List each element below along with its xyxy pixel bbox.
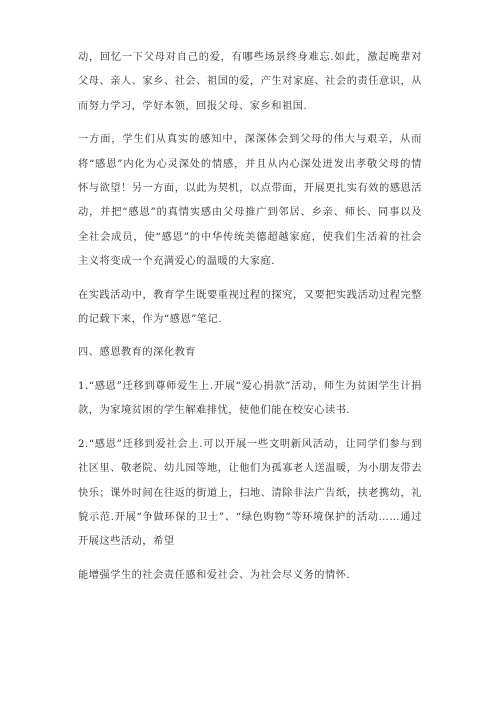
paragraph-recall-parents-love: 动，回忆一下父母对自己的爱，有哪些场景终身难忘.如此，激起晚辈对父母、亲人、家乡、社会、祖国的爱，产生对家庭、社会的责任意识，从而努力学习，学好本领，回报父母、家乡和祖国. — [78, 52, 422, 112]
section-heading-deepening-education: 四、感恩教育的深化教育 — [78, 347, 197, 359]
paragraph-love-society: 2.“感恩”迁移到爱社会上.可以开展一些文明新风活动，让同学们参与到社区里、敬老院、幼儿园等地，让他们为孤寡老人送温暖，为小朋友带去快乐；课外时间在往返的街道上，扫地、清除非法广告纸，扶老携幼，礼貌示范.开展“争做环保的卫士”、“绿色购物”等环境保护的活动……通过开展这些活动，希望 — [78, 438, 422, 548]
paragraph-practice-notes: 在实践活动中，教育学生既要重视过程的探究，又要把实践活动过程完整的记载下来，作为“感恩”笔记. — [78, 289, 422, 326]
paragraph-respect-teachers: 1.“感恩”迁移到尊师爱生上.开展“爱心捐款”活动，师生为贫困学生计捐款，为家境贫困的学生解难排忧，使他们能在校安心读书. — [78, 380, 422, 417]
paragraph-social-responsibility: 能增强学生的社会责任感和爱社会、为社会尽义务的情怀. — [78, 569, 351, 581]
paragraph-gratitude-internalization: 一方面，学生们从真实的感知中，深深体会到父母的伟大与艰辛，从而将“感恩”内化为心灵深处的情感，并且从内心深处迸发出孝敬父母的情怀与欲望！另一方面，以此为契机，以点带面，开展更扎实有效的感恩活动，并把“感恩”的真情实感由父母推广到邻居、乡亲、师长、同事以及全社会成员，使“感恩”的中华传统美德超越家庭，使我们生活着的社会主义将变成一个充满爱心的温暖的大家庭. — [78, 134, 422, 268]
